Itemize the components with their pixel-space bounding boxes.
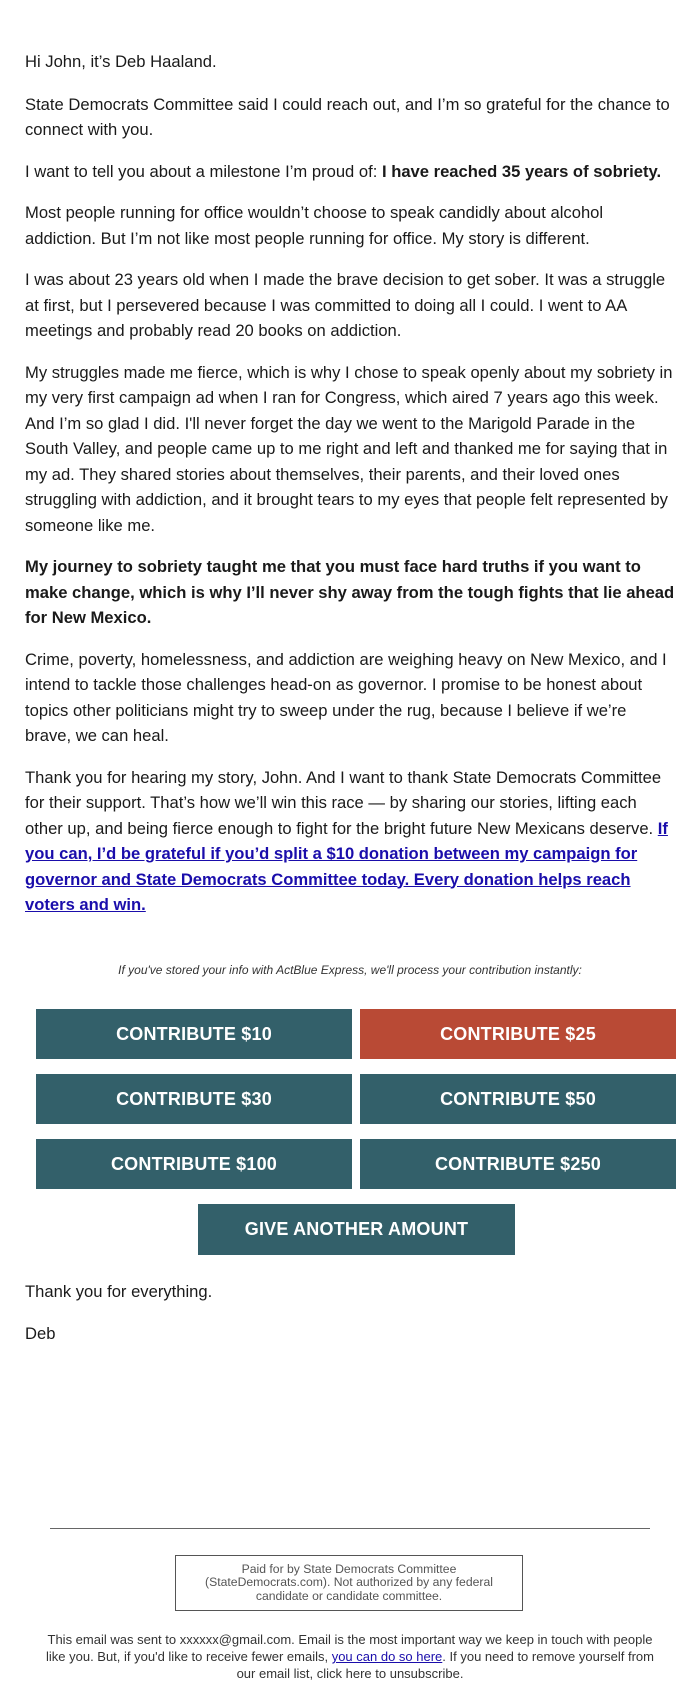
paragraph-candid: Most people running for office wouldn’t choose to speak candidly about alcohol addiction. But I’m not like most people running for office. My story is different. (25, 203, 604, 248)
journey-bold: My journey to sobriety taught me that you must face hard truths if you want to make change, which is why I’ll never shy away from the tough fights that lie ahead for New Mexico. (25, 557, 675, 627)
actblue-note: If you've stored your info with ActBlue Express, we'll process your contribution instantly: (118, 963, 582, 977)
thanks-text: Thank you for hearing my story, John. And I want to thank State Democrats Committee for their support. That’s how we’ll win this race — by sharing our stories, lifting each other up, and being fierce enough to fight for the bright future New Mexicans deserve. (25, 767, 662, 838)
paragraph-governor: Crime, poverty, homelessness, and addiction are weighing heavy on New Mexico, and I intend to tackle those challenges head-on as governor. I promise to be honest about topics other politicians might try to sweep under the rug, because I believe if we’re brave, we can heal. (25, 649, 667, 745)
paragraph-journey (25, 554, 677, 631)
closing-thanks: Thank you for everything. (25, 1282, 213, 1301)
contribute-50-button[interactable]: CONTRIBUTE $50 (360, 1074, 676, 1124)
contribute-100-button[interactable]: CONTRIBUTE $100 (36, 1139, 352, 1189)
milestone-text: I want to tell you about a milestone I’m proud of: (25, 161, 382, 181)
donation-link[interactable]: If you can, I’d be grateful if you’d split a $10 donation between my campaign for governor and State Democrats Committee today. Every donation helps reach voters and win. (25, 818, 668, 914)
milestone-bold: I have reached 35 years of sobriety. (381, 161, 662, 181)
paragraph-milestone (25, 159, 677, 185)
paragraph-thanks (25, 765, 677, 918)
greeting: Hi John, it’s Deb Haaland. (25, 52, 217, 71)
footer-text (40, 1631, 660, 1682)
paragraph-struggles: My struggles made me fierce, which is why I chose to speak openly about my sobriety in my very first campaign ad when I ran for Congress, which aired 7 years ago this week. And I’m so glad I did. I'll never forget the day we went to the Marigold Parade in the South Valley, and people came up to me right and left and thanked me for saying that in my ad. They shared stories about themselves, their parents, and their loved ones struggling with addiction, and it brought tears to my eyes that people felt represented by someone like me. (25, 362, 673, 535)
footer-unsubscribe-text[interactable]: . If you need to remove yourself from our email list, click here to unsubscribe. (236, 1649, 654, 1681)
contribute-30-button[interactable]: CONTRIBUTE $30 (36, 1074, 352, 1124)
footer-divider (50, 1528, 650, 1529)
message-content (25, 49, 677, 934)
contribute-250-button[interactable]: CONTRIBUTE $250 (360, 1139, 676, 1189)
paragraph-sober: I was about 23 years old when I made the brave decision to get sober. It was a struggle at first, but I persevered because I was committed to doing all I could. I went to AA meetings and probably read 20 books on addiction. (25, 270, 666, 340)
fewer-emails-link[interactable]: you can do so here (331, 1649, 443, 1664)
recipient-email: xxxxxx@gmail.com (179, 1632, 292, 1647)
give-another-amount-button[interactable]: GIVE ANOTHER AMOUNT (198, 1204, 515, 1255)
contribute-10-button[interactable]: CONTRIBUTE $10 (36, 1009, 352, 1059)
paid-for-disclaimer: Paid for by State Democrats Committee (StateDemocrats.com). Not authorized by any federal candidate or candidate committee. (175, 1555, 523, 1611)
contribute-25-button[interactable]: CONTRIBUTE $25 (360, 1009, 676, 1059)
signature: Deb (25, 1324, 56, 1343)
paragraph-intro: State Democrats Committee said I could reach out, and I’m so grateful for the chance to connect with you. (25, 94, 670, 139)
footer-sent-prefix: This email was sent to (47, 1632, 180, 1647)
footer-sent-middle: . Email is the most important way we keep in touch with people like you. But, if you'd like to receive fewer emails, (45, 1632, 653, 1664)
